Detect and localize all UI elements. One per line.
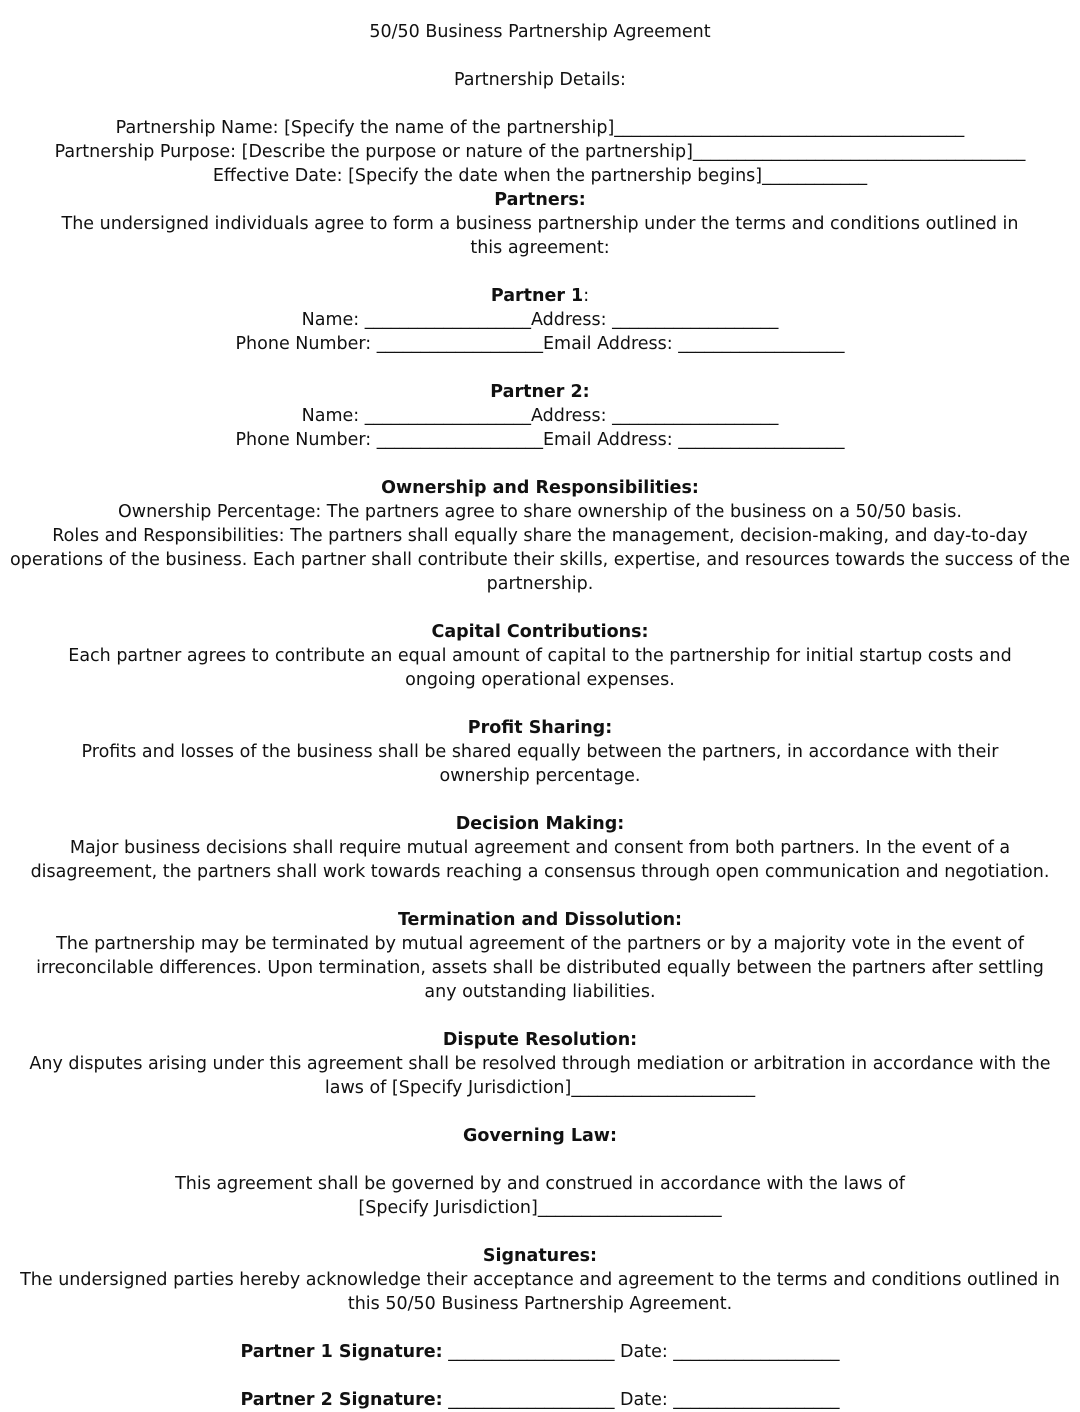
dispute-heading: Dispute Resolution: (442, 1030, 638, 1050)
details-heading: Partnership Details: (454, 70, 626, 90)
partnership-purpose-field[interactable]: Partnership Purpose: [Describe the purpose or nature of the partnership]______________________________________ (54, 142, 1026, 162)
partner1-signature-line[interactable]: Partner 1 Signature: ___________________ Date: ___________________ (240, 1342, 840, 1362)
ownership-heading: Ownership and Responsibilities: (381, 478, 699, 498)
signatures-heading: Signatures: (482, 1246, 598, 1266)
governing-heading: Governing Law: (463, 1126, 617, 1146)
profit-heading: Profit Sharing: (467, 718, 613, 738)
profit-text: Profits and losses of the business shall be shared equally between the partners, in accordance with their ownership percentage. (81, 742, 999, 786)
document-title: 50/50 Business Partnership Agreement (369, 22, 711, 42)
governing-text: This agreement shall be governed by and construed in accordance with the laws of [Specify Jurisdiction]_____________________ (175, 1174, 905, 1218)
capital-heading: Capital Contributions: (431, 622, 649, 642)
partners-heading: Partners: (494, 190, 586, 210)
partner1-heading: Partner 1: (490, 286, 590, 306)
signatures-text: The undersigned parties hereby acknowledge their acceptance and agreement to the terms and conditions outlined in this 50/50 Business Partnership Agreement. (20, 1270, 1060, 1314)
termination-heading: Termination and Dissolution: (397, 910, 683, 930)
partner1-phone-email-line[interactable]: Phone Number: ___________________Email Address: ___________________ (235, 334, 845, 354)
partners-intro: The undersigned individuals agree to form a business partnership under the terms and conditions outlined in this agreement: (61, 214, 1019, 258)
partner1-name-address-line[interactable]: Name: ___________________Address: ___________________ (301, 310, 779, 330)
partnership-name-field[interactable]: Partnership Name: [Specify the name of the partnership]________________________________________ (115, 118, 965, 138)
partner2-heading: Partner 2: (490, 382, 590, 402)
partner2-name-address-line[interactable]: Name: ___________________Address: ___________________ (301, 406, 779, 426)
partner2-signature-line[interactable]: Partner 2 Signature: ___________________ Date: ___________________ (240, 1390, 840, 1410)
ownership-percentage-text: Ownership Percentage: The partners agree to share ownership of the business on a 50/50 basis. (118, 502, 962, 522)
decision-text: Major business decisions shall require mutual agreement and consent from both partners. In the event of a disagreement, the partners shall work towards reaching a consensus through open communication and negotiation. (30, 838, 1050, 882)
decision-heading: Decision Making: (455, 814, 625, 834)
partner2-phone-email-line[interactable]: Phone Number: ___________________Email Address: ___________________ (235, 430, 845, 450)
capital-text: Each partner agrees to contribute an equal amount of capital to the partnership for initial startup costs and ongoing operational expenses. (68, 646, 1012, 690)
dispute-text: Any disputes arising under this agreement shall be resolved through mediation or arbitration in accordance with the laws of [Specify Jurisdiction]_____________________ (29, 1054, 1051, 1098)
effective-date-field[interactable]: Effective Date: [Specify the date when the partnership begins]____________ (212, 166, 868, 186)
roles-responsibilities-text: Roles and Responsibilities: The partners shall equally share the management, decision-making, and day-to-day operations of the business. Each partner shall contribute their skills, expertise, and resources towards the success of the partnership. (10, 526, 1070, 594)
termination-text: The partnership may be terminated by mutual agreement of the partners or by a majority vote in the event of irreconcilable differences. Upon termination, assets shall be distributed equally between the partners after settling any outstanding liabilities. (36, 934, 1044, 1002)
